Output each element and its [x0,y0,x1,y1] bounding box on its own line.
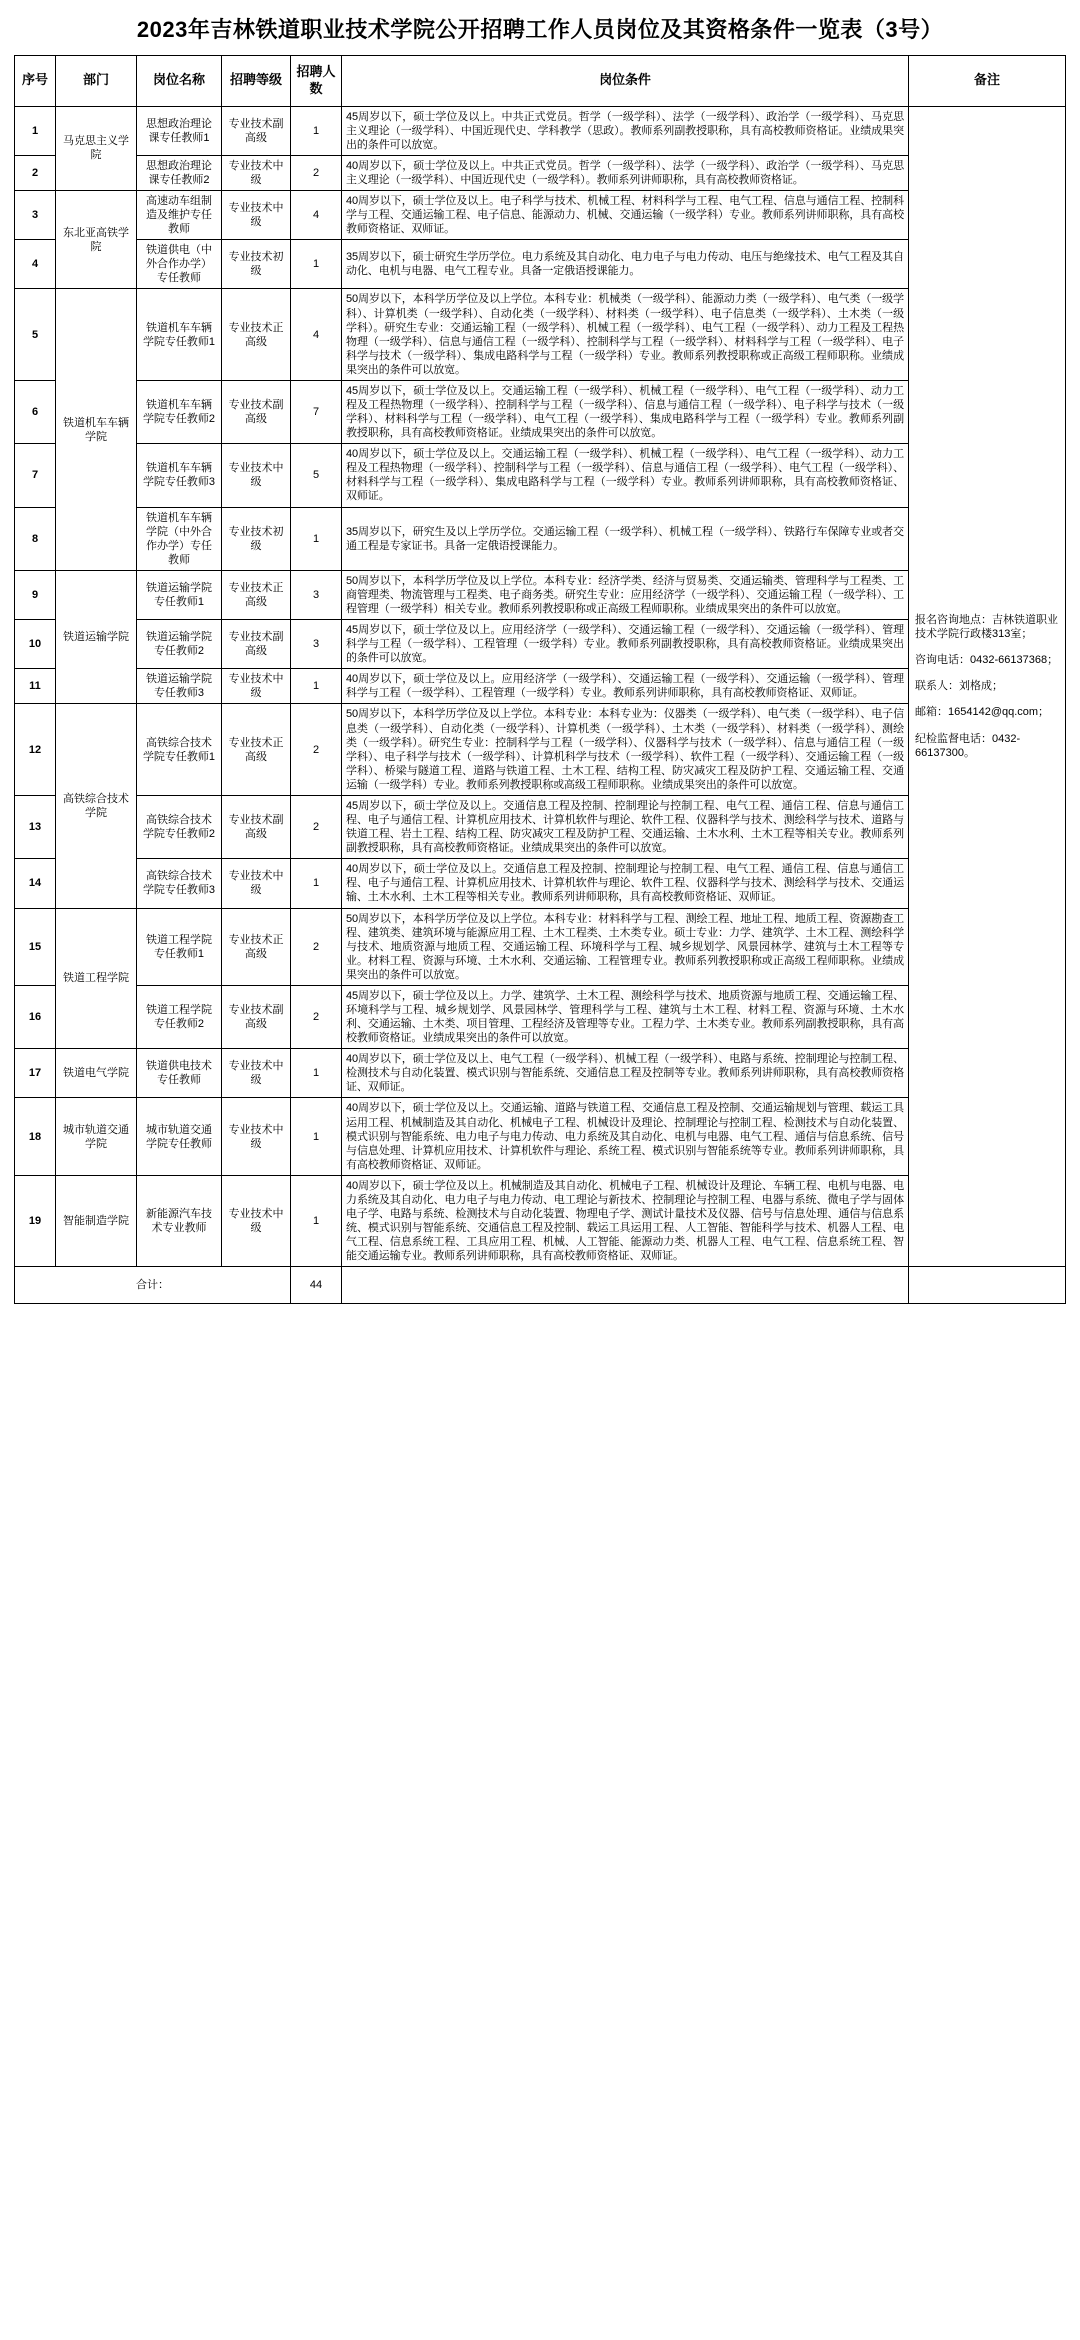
table-row [15,1098,1066,1175]
cell-count: 2 [291,985,342,1048]
cell-post-name: 铁道运输学院专任教师1 [137,570,222,619]
cell-level: 专业技术中级 [222,155,291,190]
table-row [15,1049,1066,1098]
cell-remark [909,106,1066,1267]
column-header-condition: 岗位条件 [342,55,909,106]
cell-seq: 5 [15,289,56,380]
cell-condition: 35周岁以下，研究生及以上学历学位。交通运输工程（一级学科）、机械工程（一级学科）、铁路行车保障专业或者交通工程是专家证书。具备一定俄语授课能力。 [342,507,909,570]
cell-post-name: 铁道工程学院专任教师1 [137,908,222,985]
table-row [15,1175,1066,1266]
cell-level: 专业技术中级 [222,1049,291,1098]
table-header [15,55,1066,106]
cell-post-name: 铁道机车车辆学院专任教师3 [137,444,222,507]
cell-condition: 40周岁以下，硕士学位及以上。中共正式党员。哲学（一级学科）、法学（一级学科）、政治学（一级学科）、马克思主义理论（一级学科）、中国近现代史（一级学科）。教师系列讲师职称，具有高校教师资格证。 [342,155,909,190]
cell-seq: 15 [15,908,56,985]
cell-condition: 45周岁以下，硕士学位及以上。交通信息工程及控制、控制理论与控制工程、电气工程、通信工程、信息与通信工程、电子与通信工程、计算机应用技术、计算机软件与理论、软件工程、仪器科学与技术、测绘科学与技术、道路与铁道工程、岩土工程、结构工程、防灾减灾工程及防护工程、交通运输、土木水利、土木工程等相关专业。教师系列副教授职称，具有高校教师资格证。业绩成果突出的条件可以放宽。 [342,795,909,858]
cell-condition: 45周岁以下，硕士学位及以上。中共正式党员。哲学（一级学科）、法学（一级学科）、政治学（一级学科）、马克思主义理论（一级学科）、中国近现代史、学科教学（思政）。教师系列副教授职称，具有高校教师资格证。业绩成果突出的条件可以放宽。 [342,106,909,155]
cell-post-name: 铁道机车车辆学院（中外合作办学）专任教师 [137,507,222,570]
cell-count: 1 [291,507,342,570]
total-label: 合计： [15,1267,291,1304]
table-row [15,507,1066,570]
header-row [15,55,1066,106]
table-row [15,669,1066,704]
page-title: 2023年吉林铁道职业技术学院公开招聘工作人员岗位及其资格条件一览表（3号） [136,17,944,42]
cell-level: 专业技术副高级 [222,985,291,1048]
cell-seq: 10 [15,620,56,669]
cell-seq: 8 [15,507,56,570]
remark-line: 纪检监督电话：0432-66137300。 [915,732,1021,759]
cell-level: 专业技术初级 [222,507,291,570]
cell-level: 专业技术中级 [222,1098,291,1175]
cell-seq: 19 [15,1175,56,1266]
cell-post-name: 思想政治理论课专任教师1 [137,106,222,155]
cell-level: 专业技术中级 [222,444,291,507]
cell-condition: 40周岁以下，硕士学位及以上。交通运输、道路与铁道工程、交通信息工程及控制、交通运输规划与管理、载运工具运用工程、机械制造及其自动化、机械电子工程、机械设计及理论、控制理论与控制工程、检测技术与自动化装置、模式识别与智能系统、电力电子与电力传动、电力系统及其自动化、电机与电器、电气工程、通信与信息系统、信号与信息处理、计算机应用技术、计算机软件与理论、系统工程、模式识别与智能系统等专业。教师系列讲师职称，具有高校教师资格证、双师证。 [342,1098,909,1175]
cell-count: 1 [291,669,342,704]
table-body [15,106,1066,1304]
column-header-level: 招聘等级 [222,55,291,106]
cell-condition: 40周岁以下，硕士学位及以上。电子科学与技术、机械工程、材料科学与工程、电气工程、信息与通信工程、控制科学与工程、交通运输工程、电子信息、能源动力、机械、交通运输（一级学科）专业。教师系列讲师职称，具有高校教师资格证、双师证。 [342,190,909,239]
cell-seq: 11 [15,669,56,704]
cell-department: 铁道机车车辆学院 [56,289,137,570]
cell-seq: 3 [15,190,56,239]
column-header-remark: 备注 [909,55,1066,106]
cell-level: 专业技术中级 [222,859,291,908]
cell-condition: 35周岁以下，硕士研究生学历学位。电力系统及其自动化、电力电子与电力传动、电压与绝缘技术、电气工程及其自动化、电机与电器、电气工程专业。具备一定俄语授课能力。 [342,240,909,289]
cell-count: 2 [291,908,342,985]
cell-condition: 40周岁以下，硕士学位及以上。交通信息工程及控制、控制理论与控制工程、电气工程、通信工程、信息与通信工程、电子与通信工程、计算机应用技术、计算机软件与理论、软件工程、仪器科学与技术、测绘科学与技术、交通运输、土木水利、土木工程等相关专业。教师系列讲师职称，具有高校教师资格证、双师证。 [342,859,909,908]
cell-department: 城市轨道交通学院 [56,1098,137,1175]
table-row [15,444,1066,507]
table-row [15,289,1066,380]
cell-post-name: 铁道供电（中外合作办学）专任教师 [137,240,222,289]
table-row [15,155,1066,190]
remark-line: 咨询电话：0432-66137368； [915,654,1059,667]
cell-count: 1 [291,1098,342,1175]
cell-condition: 40周岁以下，硕士学位及以上。交通运输工程（一级学科）、机械工程（一级学科）、电气工程（一级学科）、动力工程及工程热物理（一级学科）、控制科学与工程（一级学科）、信息与通信工程（一级学科）、电气工程（一级学科）、材料科学与工程（一级学科）、集成电路科学与工程（一级学科）专业。教师系列讲师职称，具有高校教师资格证、双师证。 [342,444,909,507]
cell-department: 铁道运输学院 [56,570,137,704]
cell-count: 7 [291,380,342,443]
cell-count: 1 [291,106,342,155]
remark-line: 邮箱：1654142@qq.com； [915,706,1050,719]
table-row [15,859,1066,908]
recruitment-table [14,55,1066,1305]
cell-condition: 50周岁以下，本科学历学位及以上学位。本科专业：机械类（一级学科）、能源动力类（一级学科）、电气类（一级学科）、计算机类（一级学科）、自动化类（一级学科）、材料类（一级学科）、电子信息类（一级学科）、土木类（一级学科）。研究生专业：交通运输工程（一级学科）、机械工程（一级学科）、电气工程（一级学科）、动力工程及工程热物理（一级学科）、信息与通信工程（一级学科）、控制科学与工程（一级学科）、材料科学与工程（一级学科）、电子科学与技术（一级学科）、集成电路科学与工程（一级学科）专业。教师系列教授职称或正高级工程师职称。业绩成果突出的条件可以放宽。 [342,289,909,380]
cell-seq: 16 [15,985,56,1048]
cell-seq: 2 [15,155,56,190]
cell-count: 1 [291,1175,342,1266]
cell-post-name: 铁道工程学院专任教师2 [137,985,222,1048]
total-remark-empty [909,1267,1066,1304]
cell-department: 智能制造学院 [56,1175,137,1266]
table-row [15,380,1066,443]
cell-level: 专业技术副高级 [222,795,291,858]
cell-level: 专业技术副高级 [222,380,291,443]
table-row [15,704,1066,795]
cell-seq: 18 [15,1098,56,1175]
cell-post-name: 高铁综合技术学院专任教师2 [137,795,222,858]
remark-line: 报名咨询地点：吉林铁道职业技术学院行政楼313室； [915,614,1058,641]
cell-seq: 7 [15,444,56,507]
table-row [15,240,1066,289]
table-row [15,795,1066,858]
cell-level: 专业技术初级 [222,240,291,289]
cell-level: 专业技术正高级 [222,908,291,985]
column-header-count: 招聘人数 [291,55,342,106]
cell-level: 专业技术正高级 [222,570,291,619]
cell-condition: 40周岁以下，硕士学位及以上。应用经济学（一级学科）、交通运输工程（一级学科）、交通运输（一级学科）、管理科学与工程（一级学科）、工程管理（一级学科）专业。教师系列讲师职称，具有高校教师资格证、双师证。 [342,669,909,704]
column-header-dept: 部门 [56,55,137,106]
cell-condition: 50周岁以下，本科学历学位及以上学位。本科专业：本科专业为：仪器类（一级学科）、电气类（一级学科）、电子信息类（一级学科）、自动化类（一级学科）、计算机类（一级学科）、土木类（一级学科）、材料类（一级学科）、测绘类（一级学科）。研究生专业：控制科学与工程（一级学科）、仪器科学与技术（一级学科）、信息与通信工程（一级学科）、电子科学与技术（一级学科）、计算机科学与技术（一级学科）、软件工程（一级学科）、交通运输工程（一级学科）、桥梁与隧道工程、道路与铁道工程、土木工程、结构工程、防灾减灾工程及防护工程、交通运输工程、交通运输（一级学科）专业。教师系列教授职称或高级工程师职称。业绩成果突出的条件可以放宽。 [342,704,909,795]
cell-level: 专业技术副高级 [222,106,291,155]
cell-seq: 6 [15,380,56,443]
cell-condition: 45周岁以下，硕士学位及以上。力学、建筑学、土木工程、测绘科学与技术、地质资源与地质工程、交通运输工程、环境科学与工程、城乡规划学、风景园林学、管理科学与工程、建筑与土木工程、材料工程、资源与环境、土木水利、交通运输、土木类、项目管理、工程经济及管理等专业。工程力学、土木类专业。教师系列副教授职称，具有高校教师资格证。业绩成果突出的条件可以放宽。 [342,985,909,1048]
table-row [15,985,1066,1048]
table-row [15,908,1066,985]
cell-post-name: 新能源汽车技术专业教师 [137,1175,222,1266]
table-row [15,106,1066,155]
cell-level: 专业技术正高级 [222,704,291,795]
cell-count: 3 [291,620,342,669]
table-row [15,570,1066,619]
cell-level: 专业技术副高级 [222,620,291,669]
cell-count: 3 [291,570,342,619]
cell-count: 1 [291,240,342,289]
cell-condition: 45周岁以下，硕士学位及以上。交通运输工程（一级学科）、机械工程（一级学科）、电气工程（一级学科）、动力工程及工程热物理（一级学科）、控制科学与工程（一级学科）、信息与通信工程（一级学科）、电子科学与技术（一级学科）、材料科学与工程（一级学科）、电气工程（一级学科）、集成电路科学与工程（一级学科）专业。教师系列副教授职称，具有高校教师资格证。业绩成果突出的条件可以放宽。 [342,380,909,443]
cell-seq: 4 [15,240,56,289]
cell-post-name: 高速动车组制造及维护专任教师 [137,190,222,239]
cell-seq: 14 [15,859,56,908]
cell-count: 1 [291,1049,342,1098]
cell-count: 1 [291,859,342,908]
cell-post-name: 铁道运输学院专任教师2 [137,620,222,669]
cell-post-name: 铁道机车车辆学院专任教师2 [137,380,222,443]
total-condition-empty [342,1267,909,1304]
cell-post-name: 铁道机车车辆学院专任教师1 [137,289,222,380]
column-header-seq: 序号 [15,55,56,106]
cell-post-name: 高铁综合技术学院专任教师1 [137,704,222,795]
cell-level: 专业技术中级 [222,669,291,704]
cell-count: 2 [291,155,342,190]
cell-condition: 40周岁以下，硕士学位及以上。机械制造及其自动化、机械电子工程、机械设计及理论、车辆工程、电机与电器、电力系统及其自动化、电力电子与电力传动、电工理论与新技术、控制理论与控制工程、电器与系统、微电子学与固体电子学、电路与系统、检测技术与自动化装置、物理电子学、测试计量技术及仪器、信号与信息处理、通信与信息系统、模式识别与智能系统、交通信息工程及控制、载运工具运用工程、人工智能、智能科学与技术、机器人工程、电气工程、信息系统工程、工具应用工程、机械、人工智能、能源动力类、机器人工程、电气工程、信息系统工程、智能交通运输专业。教师系列讲师职称，具有高校教师资格证、双师证。 [342,1175,909,1266]
cell-department: 铁道工程学院 [56,908,137,1049]
cell-count: 2 [291,795,342,858]
cell-department: 高铁综合技术学院 [56,704,137,908]
remark-block [913,609,1061,764]
cell-seq: 9 [15,570,56,619]
cell-level: 专业技术正高级 [222,289,291,380]
cell-condition: 40周岁以下，硕士学位及以上、电气工程（一级学科）、机械工程（一级学科）、电路与系统、控制理论与控制工程、检测技术与自动化装置、模式识别与智能系统、交通信息工程及控制等专业。教师系列讲师职称，具有高校教师资格证、双师证。 [342,1049,909,1098]
cell-condition: 50周岁以下，本科学历学位及以上学位。本科专业：材料科学与工程、测绘工程、地址工程、地质工程、资源勘查工程、建筑类、建筑环境与能源应用工程、土木工程类、土木类专业。硕士专业：力学、建筑学、土木工程、测绘科学与技术、地质资源与地质工程、交通运输工程、环境科学与工程、城乡规划学、风景园林学、建筑与土木工程等专业。材料工程、资源与环境、土木水利、交通运输、工程管理专业。教师系列教授职称或正高级工程师职称。业绩成果突出的条件可以放宽。 [342,908,909,985]
cell-post-name: 高铁综合技术学院专任教师3 [137,859,222,908]
total-value: 44 [291,1267,342,1304]
cell-department: 马克思主义学院 [56,106,137,190]
cell-post-name: 城市轨道交通学院专任教师 [137,1098,222,1175]
cell-post-name: 铁道运输学院专任教师3 [137,669,222,704]
cell-post-name: 思想政治理论课专任教师2 [137,155,222,190]
cell-count: 5 [291,444,342,507]
table-row [15,190,1066,239]
cell-count: 4 [291,190,342,239]
table-row [15,620,1066,669]
remark-line: 联系人：刘格成； [915,680,1003,693]
total-row [15,1267,1066,1304]
cell-level: 专业技术中级 [222,1175,291,1266]
cell-count: 4 [291,289,342,380]
cell-seq: 1 [15,106,56,155]
cell-department: 铁道电气学院 [56,1049,137,1098]
cell-condition: 45周岁以下，硕士学位及以上。应用经济学（一级学科）、交通运输工程（一级学科）、交通运输（一级学科）、管理科学与工程（一级学科）、工程管理（一级学科）专业。教师系列副教授职称，具有高校教师资格证。业绩成果突出的条件可以放宽。 [342,620,909,669]
cell-seq: 12 [15,704,56,795]
column-header-post: 岗位名称 [137,55,222,106]
cell-seq: 17 [15,1049,56,1098]
cell-level: 专业技术中级 [222,190,291,239]
cell-post-name: 铁道供电技术专任教师 [137,1049,222,1098]
cell-department: 东北亚高铁学院 [56,190,137,288]
cell-count: 2 [291,704,342,795]
cell-condition: 50周岁以下，本科学历学位及以上学位。本科专业：经济学类、经济与贸易类、交通运输类、管理科学与工程类、工商管理类、物流管理与工程类、电子商务类。研究生专业：应用经济学（一级学科）、交通运输工程（一级学科）、工程管理（一级学科）相关专业。教师系列教授职称或正高级工程师职称。业绩成果突出的条件可以放宽。 [342,570,909,619]
cell-seq: 13 [15,795,56,858]
